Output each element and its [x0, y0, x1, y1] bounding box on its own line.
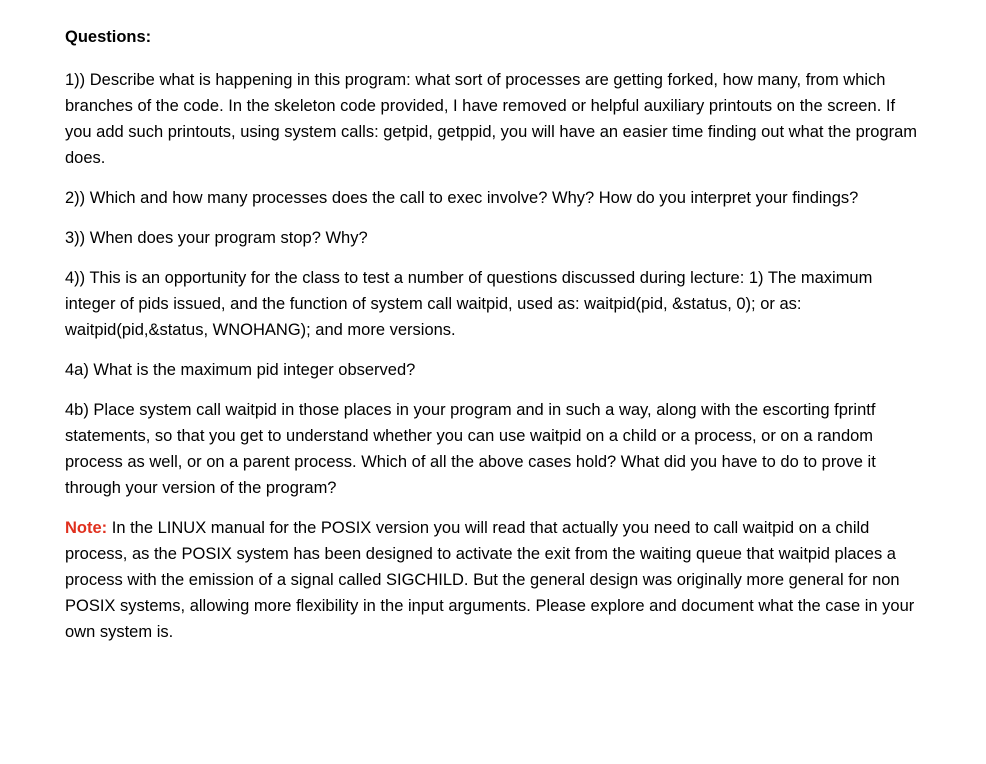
question-2: 2)) Which and how many processes does the call to exec involve? Why? How do you interpret your findings?	[65, 189, 859, 207]
questions-heading: Questions:	[65, 28, 152, 46]
document-body	[65, 24, 925, 659]
note-label: Note:	[65, 519, 108, 537]
question-4a: 4a) What is the maximum pid integer observed?	[65, 361, 416, 379]
question-3: 3)) When does your program stop? Why?	[65, 229, 368, 247]
question-4b: 4b) Place system call waitpid in those places in your program and in such a way, along with the escorting fprintf statements, so that you get to understand whether you can use waitpid on a child or a process, or on a random process as well, or on a parent process. Which of all the above cases hold? What did you have to do to prove it through your version of the program?	[65, 401, 876, 497]
note-paragraph	[65, 515, 925, 645]
question-1: 1)) Describe what is happening in this program: what sort of processes are getting forked, how many, from which branches of the code. In the skeleton code provided, I have removed or helpful auxiliary printouts on the screen. If you add such printouts, using system calls: getpid, getppid, you will have an easier time finding out what the program does.	[65, 71, 918, 167]
note-text: In the LINUX manual for the POSIX version you will read that actually you need to call waitpid on a child process, as the POSIX system has been designed to activate the exit from the waiting queue that waitpid places a process with the emission of a signal called SIGCHILD. But the general design was originally more general for non POSIX systems, allowing more flexibility in the input arguments. Please explore and document what the case in your own system is.	[65, 519, 915, 641]
question-4: 4)) This is an opportunity for the class to test a number of questions discussed during lecture: 1) The maximum integer of pids issued, and the function of system call waitpid, used as: waitpid(pid, &status, 0); or as: waitpid(pid,&status, WNOHANG); and more versions.	[65, 269, 873, 339]
